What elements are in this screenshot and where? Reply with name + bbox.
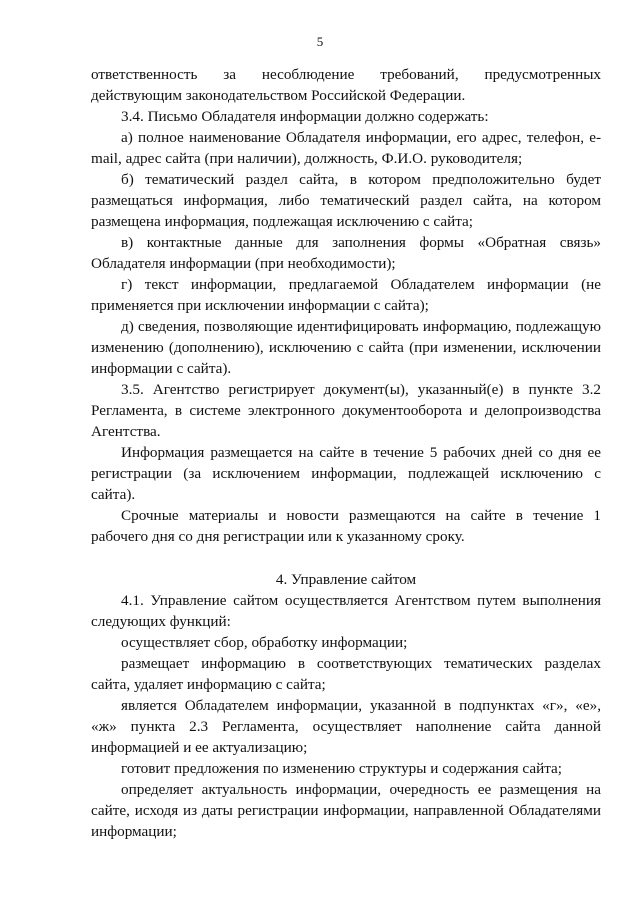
paragraph-placement-term: Информация размещается на сайте в течение 5 рабочих дней со дня ее регистрации (за исключением информации, подлежащей исключению с сайта). (91, 444, 601, 503)
function-item-proposals: готовит предложения по изменению структуры и содержания сайта; (121, 760, 562, 777)
function-item-owner: является Обладателем информации, указанной в подпунктах «г», «е», «ж» пункта 2.3 Регламента, осуществляет наполнение сайта данной информацией и ее актуализацию; (91, 697, 601, 756)
function-item-collect: осуществляет сбор, обработку информации; (121, 634, 408, 651)
document-body (91, 64, 601, 842)
function-item-relevance: определяет актуальность информации, очередность ее размещения на сайте, исходя из даты регистрации информации, направленной Обладателями информации; (91, 781, 601, 840)
paragraph-4-1: 4.1. Управление сайтом осуществляется Агентством путем выполнения следующих функций: (91, 592, 601, 630)
function-item-place: размещает информацию в соответствующих тематических разделах сайта, удаляет информацию с сайта; (91, 655, 601, 693)
list-item-a: а) полное наименование Обладателя информации, его адрес, телефон, e-mail, адрес сайта (при наличии), должность, Ф.И.О. руководителя; (91, 129, 601, 167)
paragraph-3-4: 3.4. Письмо Обладателя информации должно содержать: (121, 108, 489, 125)
list-item-g: г) текст информации, предлагаемой Обладателем информации (не применяется при исключении информации с сайта); (91, 276, 601, 314)
list-item-b: б) тематический раздел сайта, в котором предположительно будет размещаться информация, либо тематический раздел сайта, на котором размещена информация, подлежащая исключению с сайта; (91, 171, 601, 230)
paragraph-3-5: 3.5. Агентство регистрирует документ(ы), указанный(е) в пункте 3.2 Регламента, в системе электронного документооборота и делопроизводства Агентства. (91, 381, 601, 440)
paragraph-urgent-materials: Срочные материалы и новости размещаются на сайте в течение 1 рабочего дня со дня регистрации или к указанному сроку. (91, 507, 601, 545)
list-item-v: в) контактные данные для заполнения формы «Обратная связь» Обладателя информации (при необходимости); (91, 234, 601, 272)
paragraph-continuation: ответственность за несоблюдение требований, предусмотренных действующим законодательством Российской Федерации. (91, 66, 601, 104)
list-item-d: д) сведения, позволяющие идентифицировать информацию, подлежащую изменению (дополнению), исключению с сайта (при изменении, исключении информации с сайта). (91, 318, 601, 377)
section-4-heading: 4. Управление сайтом (275, 571, 417, 588)
page-number: 5 (316, 34, 324, 49)
